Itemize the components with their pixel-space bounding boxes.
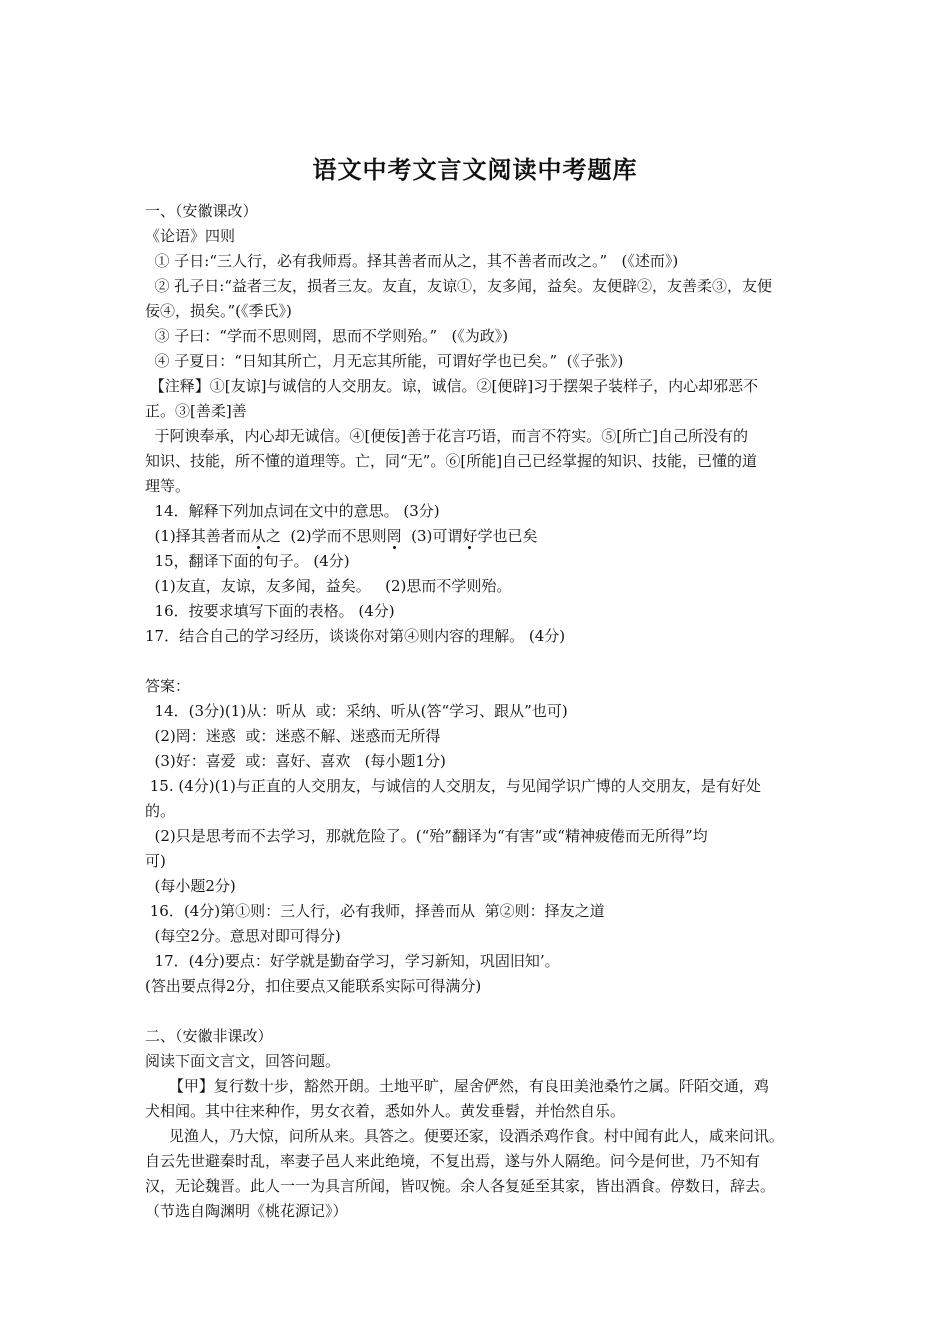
text-line: 佞④，损矣。”(《季氏》)	[145, 302, 292, 320]
question-17: 17．结合自己的学习经历，谈谈你对第④则内容的理解。 (4分)	[145, 627, 566, 645]
question-16: 16．按要求填写下面的表格。 (4分)	[145, 602, 395, 620]
section-heading: 一、（安徽课改）	[145, 202, 258, 220]
answer-line: 15. (4分)(1)与正直的人交朋友，与诚信的人交朋友，与见闻学识广博的人交朋友，是有好处	[145, 777, 761, 795]
text-line: (1)友直，友谅，友多闻，益矣。 (2)思而不学则殆。	[145, 577, 512, 595]
answer-line: (2)罔：迷惑 或：迷惑不解、迷惑而无所得	[145, 727, 441, 745]
answer-line: (3)好：喜爱 或：喜好、喜欢 (每小题1分)	[145, 752, 446, 770]
passage-line: 【甲】复行数十步，豁然开朗。土地平旷，屋舍俨然，有良田美池桑竹之属。阡陌交通，鸡	[145, 1077, 769, 1095]
text-line: ③ 子曰：“学而不思则罔，思而不学则殆。” (《为政》)	[145, 327, 509, 345]
passage-line: 自云先世避秦时乱，率妻子邑人来此绝境，不复出焉，遂与外人隔绝。问今是何世，乃不知有	[145, 1152, 761, 1170]
text-line: 知识、技能，所不懂的道理等。亡，同“无”。⑥[所能]自己已经掌握的知识、技能，已懂的道	[145, 452, 758, 470]
answer-heading: 答案：	[145, 677, 191, 695]
page-title: 语文中考文言文阅读中考题库	[312, 155, 638, 184]
text-line: 阅读下面文言文，回答问题。	[145, 1052, 341, 1070]
text-line: 于阿谀奉承，内心却无诚信。④[便佞]善于花言巧语，而言不符实。⑤[所亡]自己所没有的	[145, 427, 748, 445]
q14-mid2: (3)可谓	[401, 527, 463, 545]
text-line: ② 孔子日:“益者三友，损者三友。友直，友谅①，友多闻，益矣。友便辟②，友善柔③，友便	[145, 277, 773, 295]
text-line: 【注释】①[友谅]与诚信的人交朋友。谅，诚信。②[便辟]习于摆架子装样子，内心却邪恶不	[145, 377, 759, 395]
answer-line: (每空2分。意思对即可得分)	[145, 927, 341, 945]
q14-mid1: 之 (2)学而不思则	[265, 527, 387, 545]
question-14-items	[145, 525, 815, 547]
answer-line: 17．(4分)要点：好学就是勤奋学习，学习新知，巩固旧知’。	[145, 952, 560, 970]
text-line: 正。③[善柔]善	[145, 402, 247, 420]
passage-line: 犬相闻。其中往来种作，男女衣着，悉如外人。黄发垂髫，并怡然自乐。	[145, 1102, 626, 1120]
section-heading: 二、（安徽非课改）	[145, 1027, 273, 1045]
passage-line: 见渔人，乃大惊，问所从来。具答之。便要还家，设酒杀鸡作食。村中闻有此人，咸来问讯。	[145, 1127, 784, 1145]
dotted-word: 好	[462, 527, 478, 545]
dotted-word: 罔	[386, 527, 402, 545]
source-note: （节选自陶渊明《桃花源记》）	[145, 1202, 348, 1220]
dotted-word: 从	[250, 527, 266, 545]
q14-lead: (1)择其善者而	[145, 527, 251, 545]
text-line: ④ 子夏日：“日知其所亡，月无忘其所能，可谓好学也已矣。” (《子张》)	[145, 352, 624, 370]
answer-line: (答出要点得2分，扣住要点又能联系实际可得满分)	[145, 977, 482, 995]
question-15: 15，翻译下面的句子。 (4分)	[145, 552, 350, 570]
answer-line: 14．(3分)(1)从：听从 或：采纳、听从(答“学习、跟从”也可)	[145, 702, 568, 720]
text-line: 理等。	[145, 477, 191, 495]
question-14: 14．解释下列加点词在文中的意思。 (3分)	[145, 502, 440, 520]
passage-line: 汉，无论魏晋。此人一一为具言所闻，皆叹惋。余人各复延至其家，皆出酒食。停数日，辞去。	[145, 1177, 776, 1195]
answer-line: 可)	[145, 852, 166, 870]
answer-line: (每小题2分)	[145, 877, 236, 895]
text-line: 《论语》四则	[145, 227, 236, 245]
text-line: ① 子日:“三人行，必有我师焉。择其善者而从之，其不善者而改之。” (《述而》)	[145, 252, 679, 270]
answer-line: 的。	[145, 802, 176, 820]
answer-line: 16．(4分)第①则：三人行，必有我师，择善而从 第②则：择友之道	[145, 902, 605, 920]
q14-tail: 学也已矣	[477, 527, 538, 545]
answer-line: (2)只是思考而不去学习，那就危险了。(“殆”翻译为“有害”或“精神疲倦而无所得”均	[145, 827, 708, 845]
